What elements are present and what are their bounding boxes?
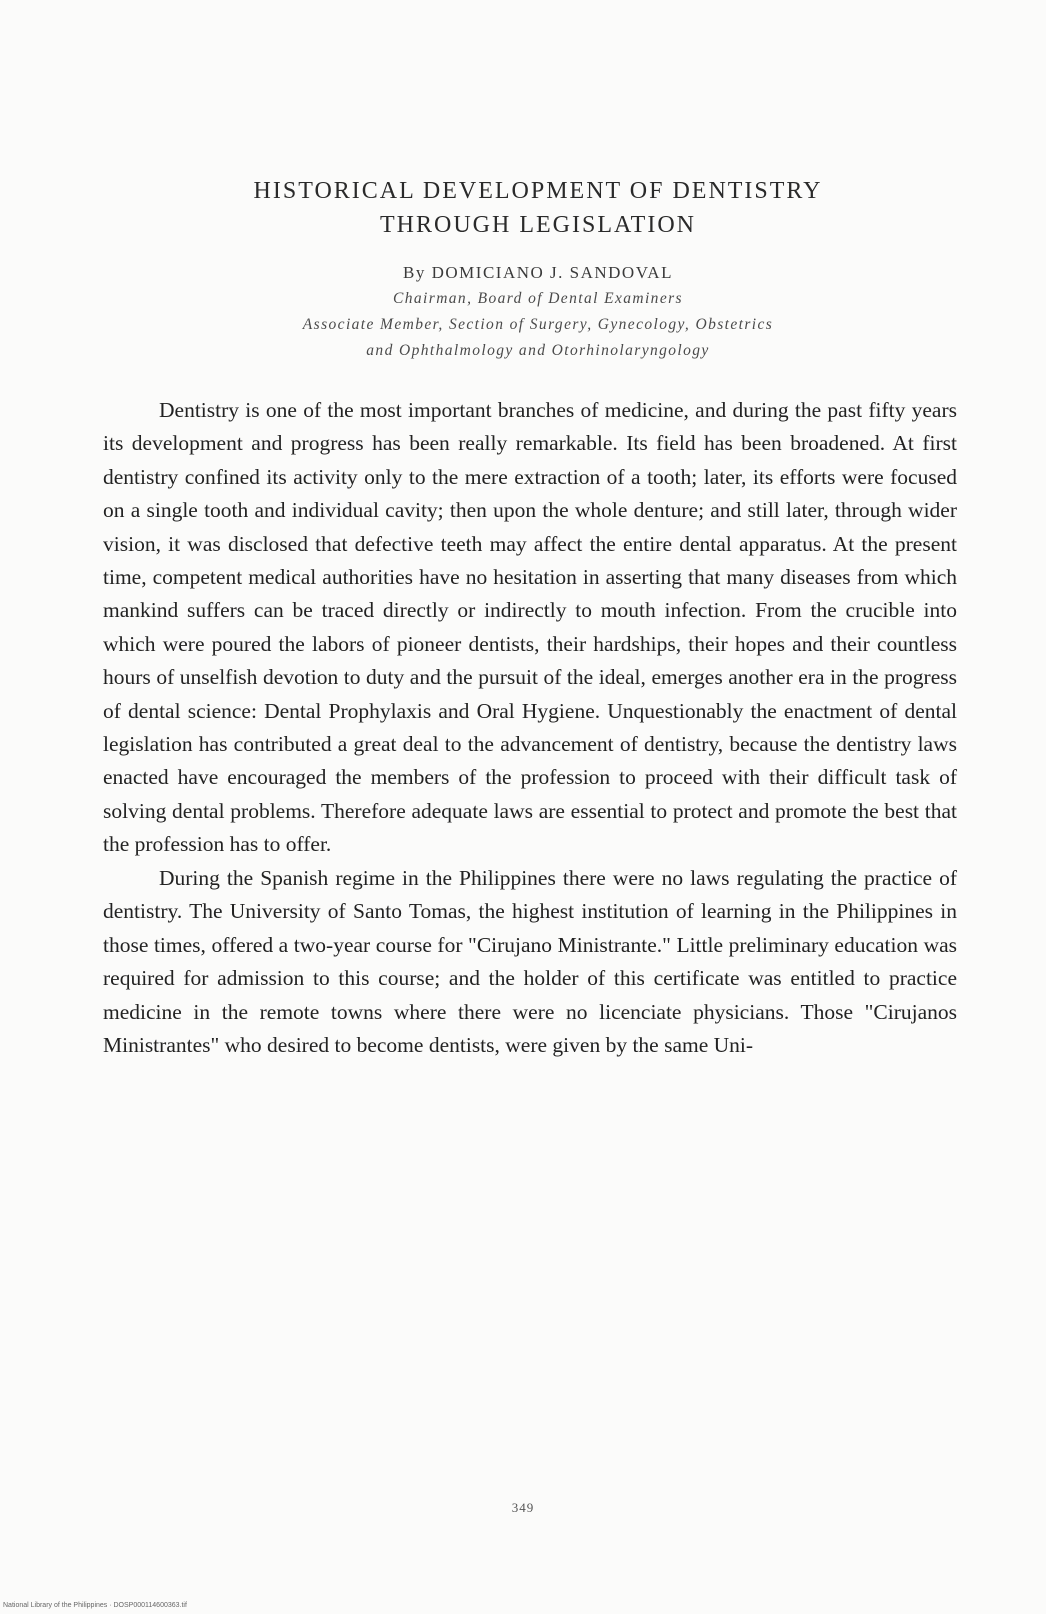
article-title-line-2: THROUGH LEGISLATION — [380, 212, 696, 238]
author-affiliation-line-3: and Ophthalmology and Otorhinolaryngology — [366, 342, 710, 359]
page-number: 349 — [511, 1500, 535, 1515]
article-header — [120, 174, 956, 364]
scan-credit-footer: National Library of the Philippines · DOSP000114600363.tif — [3, 1602, 187, 1609]
body-paragraph-2: During the Spanish regime in the Philippines there were no laws regulating the practice of dentistry. The University of Santo Tomas, the highest institution of learning in the Philippines in those times, offered a two-year course for "Cirujano Ministrante." Little preliminary education was required for admission to this course; and the holder of this certificate was entitled to practice medicine in the remote towns where there were no licenciate physicians. Those "Cirujanos Ministrantes" who desired to become dentists, were given by the same Uni- — [103, 865, 957, 1057]
article-title-line-1: HISTORICAL DEVELOPMENT OF DENTISTRY — [253, 178, 823, 204]
author-affiliation-line-2: Associate Member, Section of Surgery, Gynecology, Obstetrics — [302, 316, 774, 333]
article-body — [103, 394, 957, 1063]
body-paragraph-1: Dentistry is one of the most important branches of medicine, and during the past fifty years its development and progress has been really remarkable. Its field has been broadened. At first dentistry confined its activity only to the mere extraction of a tooth; later, its efforts were focused on a single tooth and individual cavity; then upon the whole denture; and still later, through wider vision, it was disclosed that defective teeth may affect the entire dental apparatus. At the present time, competent medical authorities have no hesitation in asserting that many diseases from which mankind suffers can be traced directly or indirectly to mouth infection. From the crucible into which were poured the labors of pioneer dentists, their hardships, their hopes and their countless hours of unselfish devotion to duty and the pursuit of the ideal, emerges another era in the progress of dental science: Dental Prophylaxis and Oral Hygiene. Unquestionably the enactment of dental legislation has contributed a great deal to the advancement of dentistry, because the dentistry laws enacted have encouraged the members of the profession to proceed with their difficult task of solving dental problems. Therefore adequate laws are essential to protect and promote the best that the profession has to offer. — [103, 398, 957, 857]
author-affiliation-line-1: Chairman, Board of Dental Examiners — [393, 290, 683, 307]
author-byline: By DOMICIANO J. SANDOVAL — [403, 263, 673, 282]
